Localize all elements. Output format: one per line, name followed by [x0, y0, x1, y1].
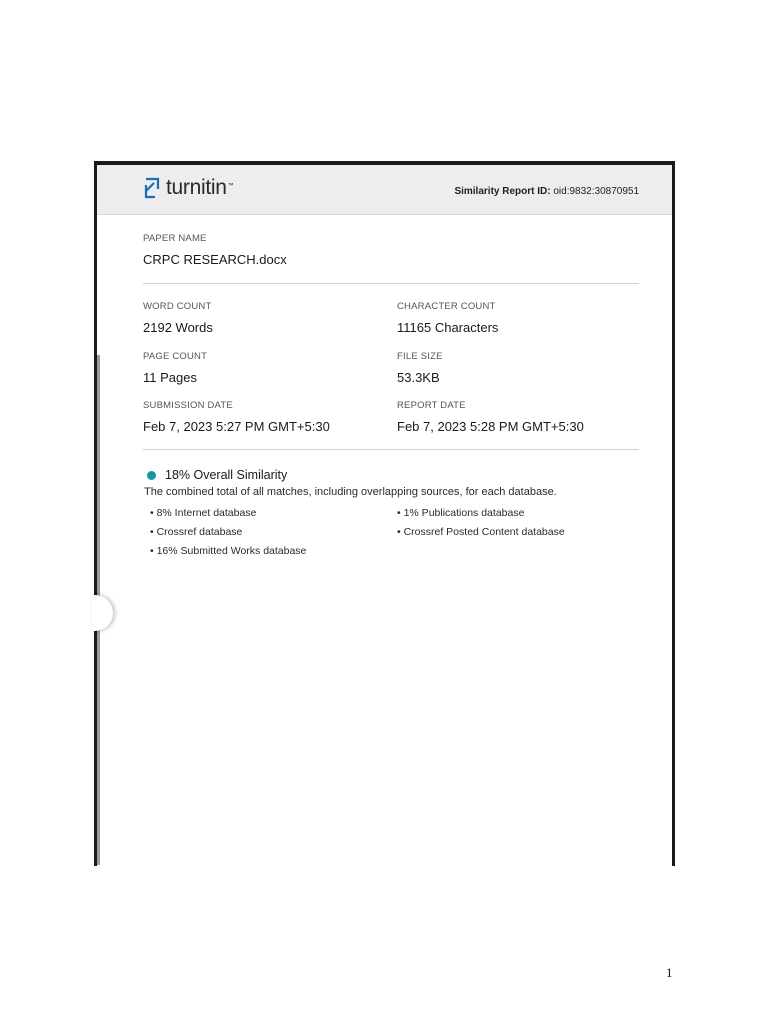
- word-count-field: [143, 301, 213, 335]
- similarity-report-id: [454, 186, 639, 197]
- report-date-field: [397, 400, 584, 434]
- report-header: [97, 165, 672, 215]
- list-item: • Crossref database: [150, 526, 243, 538]
- word-count-label: WORD COUNT: [143, 301, 212, 312]
- submission-date-value: Feb 7, 2023 5:27 PM GMT+5:30: [143, 419, 330, 434]
- page-number: 1: [666, 965, 673, 980]
- similarity-description: The combined total of all matches, including overlapping sources, for each database.: [144, 486, 557, 498]
- divider: [143, 283, 639, 284]
- character-count-label: CHARACTER COUNT: [397, 301, 496, 312]
- character-count-field: [397, 301, 498, 335]
- list-item: • 16% Submitted Works database: [150, 545, 307, 557]
- list-item: • 1% Publications database: [397, 507, 525, 519]
- overall-similarity-title: [147, 468, 287, 482]
- file-size-field: [397, 351, 443, 385]
- list-item: • Crossref Posted Content database: [397, 526, 565, 538]
- word-count-value: 2192 Words: [143, 320, 213, 335]
- file-size-value: 53.3KB: [397, 370, 440, 385]
- turnitin-logo: [143, 176, 234, 200]
- report-date-value: Feb 7, 2023 5:28 PM GMT+5:30: [397, 419, 584, 434]
- submission-date-label: SUBMISSION DATE: [143, 400, 233, 411]
- report-page: [94, 161, 675, 866]
- divider: [143, 449, 639, 450]
- logo-text: turnitin: [166, 176, 227, 199]
- list-item: • 8% Internet database: [150, 507, 257, 519]
- paper-name-value: CRPC RESEARCH.docx: [143, 252, 287, 267]
- paper-name-field: [143, 233, 287, 267]
- paper-name-label: PAPER NAME: [143, 233, 207, 244]
- submission-date-field: [143, 400, 330, 434]
- page-count-label: PAGE COUNT: [143, 351, 208, 362]
- logo-trademark: ™: [227, 183, 234, 189]
- report-date-label: REPORT DATE: [397, 400, 466, 411]
- page-count-value: 11 Pages: [143, 370, 197, 385]
- character-count-value: 11165 Characters: [397, 320, 499, 335]
- page-count-field: [143, 351, 207, 385]
- report-id-value: oid:9832:30870951: [553, 186, 639, 197]
- turnitin-logo-icon: [143, 177, 161, 199]
- report-id-label: Similarity Report ID:: [454, 186, 551, 197]
- file-size-label: FILE SIZE: [397, 351, 443, 362]
- similarity-dot-icon: [147, 471, 156, 480]
- overall-similarity-text: 18% Overall Similarity: [165, 468, 288, 482]
